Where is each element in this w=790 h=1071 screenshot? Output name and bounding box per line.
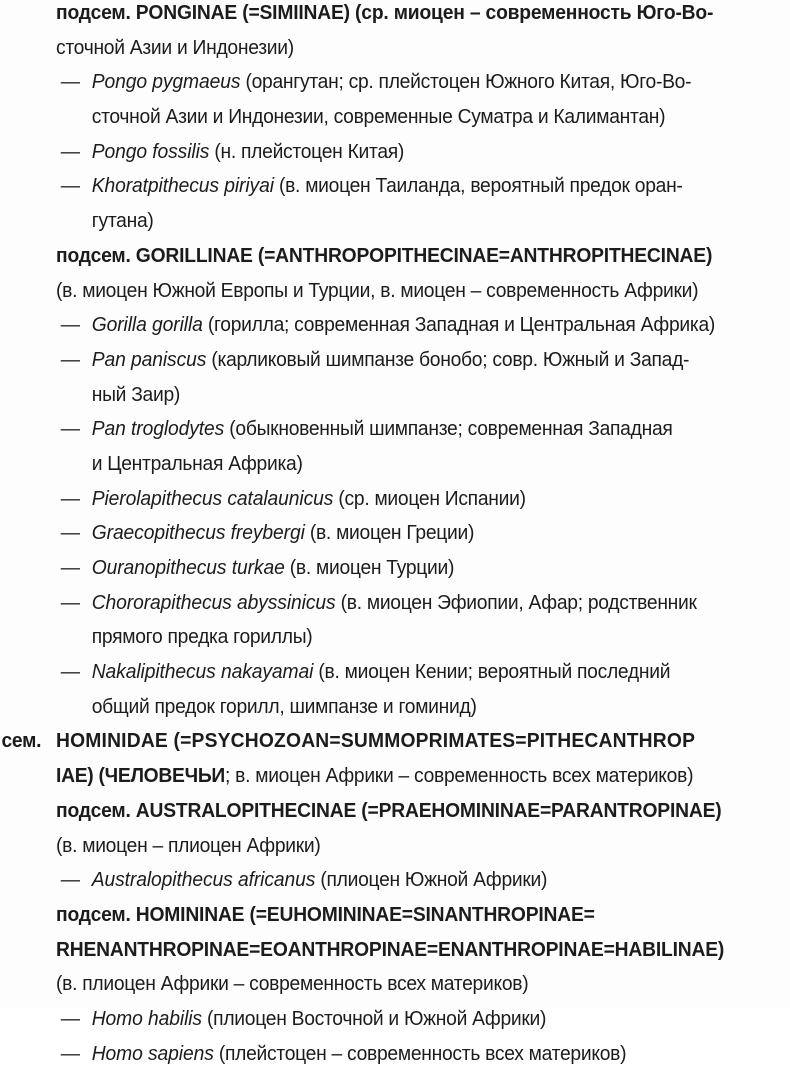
species-name: Pongo fossilis: [91, 139, 210, 163]
species-gloss: (плиоцен Южной Африки): [315, 868, 548, 892]
species-entry-gorilla-gorilla: [56, 308, 746, 343]
species-name: Graecopithecus freybergi: [91, 521, 305, 545]
species-name: Ouranopithecus turkae: [91, 556, 285, 579]
species-entry-pan-paniscus: [56, 343, 746, 378]
species-gloss: (в. миоцен Турции): [284, 556, 455, 579]
line-text: (в. миоцен Южной Европы и Турции, в. миоцен – современность Африки): [56, 278, 699, 302]
species-gloss: (в. миоцен Эфиопии, Афар; родственник: [335, 590, 697, 614]
continuation-line: [56, 967, 746, 1002]
bullet-dash: —: [60, 521, 80, 545]
species-gloss: (горилла; современная Западная и Центральная Африка): [202, 313, 716, 337]
line-text: RHENANTHROPINAE=EOANTHROPINAE=ENANTHROPINAE=HABILINAE): [56, 937, 725, 961]
bullet-dash: —: [60, 556, 80, 579]
species-continuation-line: [56, 620, 746, 655]
text-column: [1, 0, 790, 1071]
line-text: прямого предка гориллы): [91, 625, 313, 649]
species-continuation-line: [56, 690, 746, 725]
species-name: Australopithecus africanus: [91, 868, 316, 892]
species-entry-pierolapithecus-catalaunicus: [56, 482, 746, 517]
line-text: HOMINIDAE (=PSYCHOZOAN=SUMMOPRIMATES=PITHECANTHROP: [56, 729, 696, 753]
species-name: Pan paniscus: [91, 347, 207, 371]
species-name: Khoratpithecus piriyai: [91, 174, 274, 198]
continuation-line: [56, 829, 746, 864]
line-text: (в. плиоцен Африки – современность всех материков): [56, 972, 529, 996]
bullet-dash: —: [60, 417, 80, 441]
species-entry-ouranopithecus-turkae: [56, 551, 746, 586]
continuation-line-hominidae: [56, 759, 746, 794]
species-gloss: (обыкновенный шимпанзе; современная Западная: [224, 417, 673, 441]
continuation-line: [56, 31, 746, 66]
species-continuation-line: [56, 447, 746, 482]
bullet-dash: —: [60, 1006, 80, 1030]
species-entry-homo-habilis: [56, 1002, 746, 1037]
continuation-line-homininae-synonyms: [56, 933, 746, 968]
bullet-dash: —: [60, 1041, 80, 1065]
bullet-dash: —: [60, 486, 80, 510]
bullet-dash: —: [60, 313, 80, 337]
bullet-dash: —: [60, 868, 80, 892]
species-gloss: (в. миоцен Кении; вероятный последний: [313, 660, 671, 684]
species-gloss: (в. миоцен Таиланда, вероятный предок оран-: [273, 174, 683, 198]
line-text: сточной Азии и Индонезии): [56, 35, 294, 59]
species-continuation-line: [56, 378, 746, 413]
rank-heading-australopithecinae: [56, 794, 746, 829]
rank-heading-ponginae: [56, 0, 746, 31]
species-gloss: (орангутан; ср. плейстоцен Южного Китая, Юго-Во-: [240, 70, 692, 94]
species-name: Gorilla gorilla: [91, 313, 203, 337]
species-entry-pongo-fossilis: [56, 135, 746, 170]
line-text: общий предок горилл, шимпанзе и гоминид): [91, 694, 477, 718]
species-entry-nakalipithecus-nakayamai: [56, 655, 746, 690]
species-entry-chororapithecus-abyssinicus: [56, 586, 746, 621]
species-continuation-line: [56, 204, 746, 239]
species-name: Chororapithecus abyssinicus: [91, 590, 336, 614]
bullet-dash: —: [60, 347, 80, 371]
rank-heading-gorillinae: [56, 239, 746, 274]
species-gloss: (плиоцен Восточной и Южной Африки): [201, 1006, 547, 1030]
species-entry-graecopithecus-freybergi: [56, 516, 746, 551]
line-text: (в. миоцен – плиоцен Африки): [56, 833, 321, 857]
bullet-dash: —: [60, 660, 80, 684]
rank-heading-homininae: [56, 898, 746, 933]
species-name: Pierolapithecus catalaunicus: [91, 486, 334, 510]
species-gloss: (плейстоцен – современность всех материков): [213, 1041, 627, 1065]
bullet-dash: —: [60, 70, 80, 94]
line-text: гутана): [91, 209, 154, 233]
species-entry-australopithecus-africanus: [56, 863, 746, 898]
continuation-line: [56, 274, 746, 309]
species-entry-homo-sapiens: [56, 1037, 746, 1071]
line-text: сточной Азии и Индонезии, современные Суматра и Калимантан): [91, 105, 666, 129]
species-gloss: (карликовый шимпанзе бонобо; совр. Южный и Запад-: [206, 347, 690, 371]
species-gloss: (н. плейстоцен Китая): [209, 139, 405, 163]
species-name: Pongo pygmaeus: [91, 70, 241, 94]
species-entry-pan-troglodytes: [56, 412, 746, 447]
bullet-dash: —: [60, 174, 80, 198]
bullet-dash: —: [60, 139, 80, 163]
rank-label-family: сем.: [1, 729, 42, 753]
line-text: и Центральная Африка): [91, 451, 303, 475]
rank-heading-hominidae: [1, 724, 746, 759]
species-entry-khoratpithecus-piriyai: [56, 169, 746, 204]
species-name: Homo habilis: [91, 1006, 202, 1030]
species-name: Pan troglodytes: [91, 417, 225, 441]
line-text-plain: ; в. миоцен Африки – современность всех материков): [224, 764, 694, 788]
line-text: ный Заир): [91, 382, 181, 406]
species-name: Nakalipithecus nakayamai: [91, 660, 314, 684]
species-entry-pongo-pygmaeus: [56, 65, 746, 100]
bullet-dash: —: [60, 590, 80, 614]
species-name: Homo sapiens: [91, 1041, 214, 1065]
line-text: подсем. AUSTRALOPITHECINAE (=PRAEHOMININAE=PARANTROPINAE): [56, 798, 722, 822]
line-text: подсем. PONGINAE (=SIMIINAE) (ср. миоцен – современность Юго-Во-: [56, 1, 714, 24]
species-gloss: (ср. миоцен Испании): [333, 486, 526, 510]
line-text: подсем. GORILLINAE (=ANTHROPOPITHECINAE=ANTHROPITHECINAE): [56, 243, 713, 267]
species-continuation-line: [56, 100, 746, 135]
line-text-bold: IAE) (ЧЕЛОВЕЧЬИ: [56, 764, 225, 788]
line-text: подсем. HOMININAE (=EUHOMININAE=SINANTHROPINAE=: [56, 902, 595, 926]
species-gloss: (в. миоцен Греции): [304, 521, 475, 545]
